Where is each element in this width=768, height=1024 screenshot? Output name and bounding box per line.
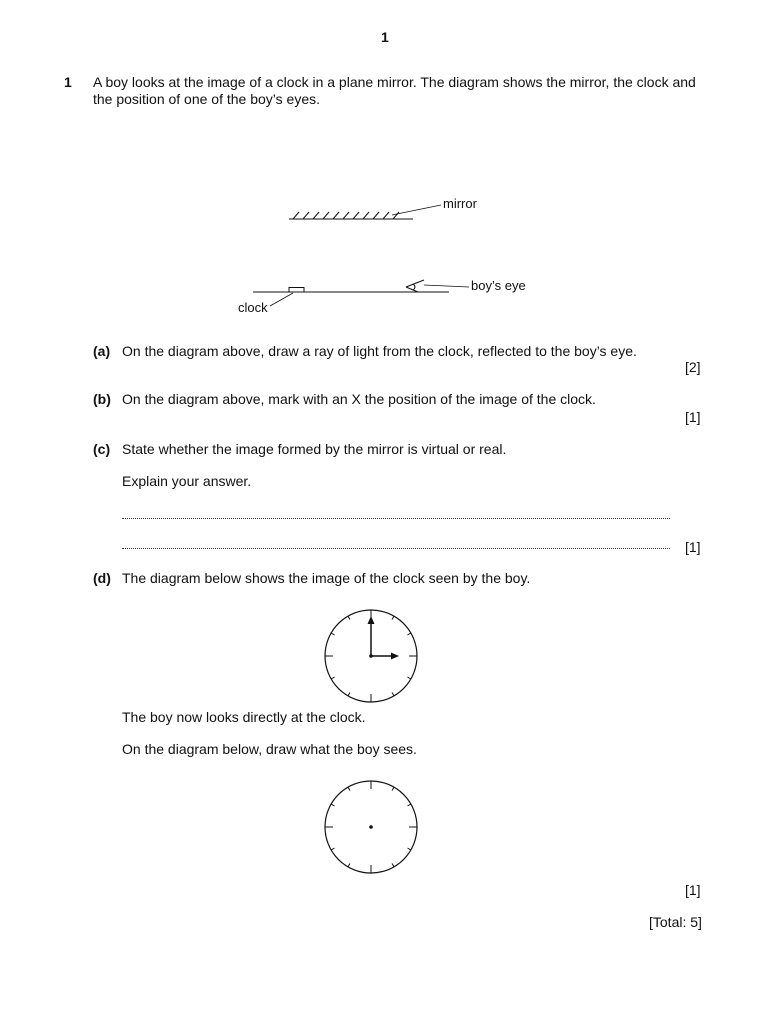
eye-label-leader (424, 285, 469, 287)
mirror-label: mirror (443, 196, 477, 211)
clock-object (289, 288, 304, 293)
answer-line-2[interactable] (122, 548, 670, 549)
page-number: 1 (381, 29, 389, 45)
part-d-text2: The boy now looks directly at the clock. (122, 709, 366, 725)
part-c-label: (c) (93, 441, 111, 457)
part-c-text: State whether the image formed by the mirror is virtual or real. (122, 441, 507, 457)
part-a-marks: [2] (685, 359, 701, 375)
total-marks: [Total: 5] (649, 914, 702, 930)
answer-line-1[interactable] (122, 518, 670, 519)
mirror-label-leader (392, 205, 441, 215)
answer-clock-centre (369, 825, 373, 829)
part-c-explain: Explain your answer. (122, 473, 252, 489)
part-d-text: The diagram below shows the image of the clock seen by the boy. (122, 570, 531, 586)
clock-label: clock (238, 300, 268, 315)
part-d-marks: [1] (685, 882, 701, 898)
question-intro-line1: A boy looks at the image of a clock in a plane mirror. The diagram shows the mirror, the clock and (93, 74, 696, 90)
mirror-image-clock (322, 609, 420, 703)
part-d-text3: On the diagram below, draw what the boy sees. (122, 741, 417, 757)
clock-label-leader (270, 293, 293, 306)
part-c-marks: [1] (685, 539, 701, 555)
part-a-text: On the diagram above, draw a ray of light from the clock, reflected to the boy’s eye. (122, 343, 637, 359)
answer-clock[interactable] (322, 780, 420, 874)
question-intro-line2: the position of one of the boy’s eyes. (93, 91, 321, 107)
part-a-label: (a) (93, 343, 111, 359)
eye-label: boy’s eye (471, 278, 526, 293)
mirror-hatching (293, 212, 399, 219)
clock-centre (369, 654, 373, 658)
part-b-label: (b) (93, 391, 111, 407)
part-d-label: (d) (93, 570, 111, 586)
part-b-marks: [1] (685, 409, 701, 425)
mirror-diagram (0, 0, 768, 330)
eye-symbol (406, 280, 424, 292)
question-number: 1 (64, 74, 72, 90)
part-b-text: On the diagram above, mark with an X the position of the image of the clock. (122, 391, 596, 407)
